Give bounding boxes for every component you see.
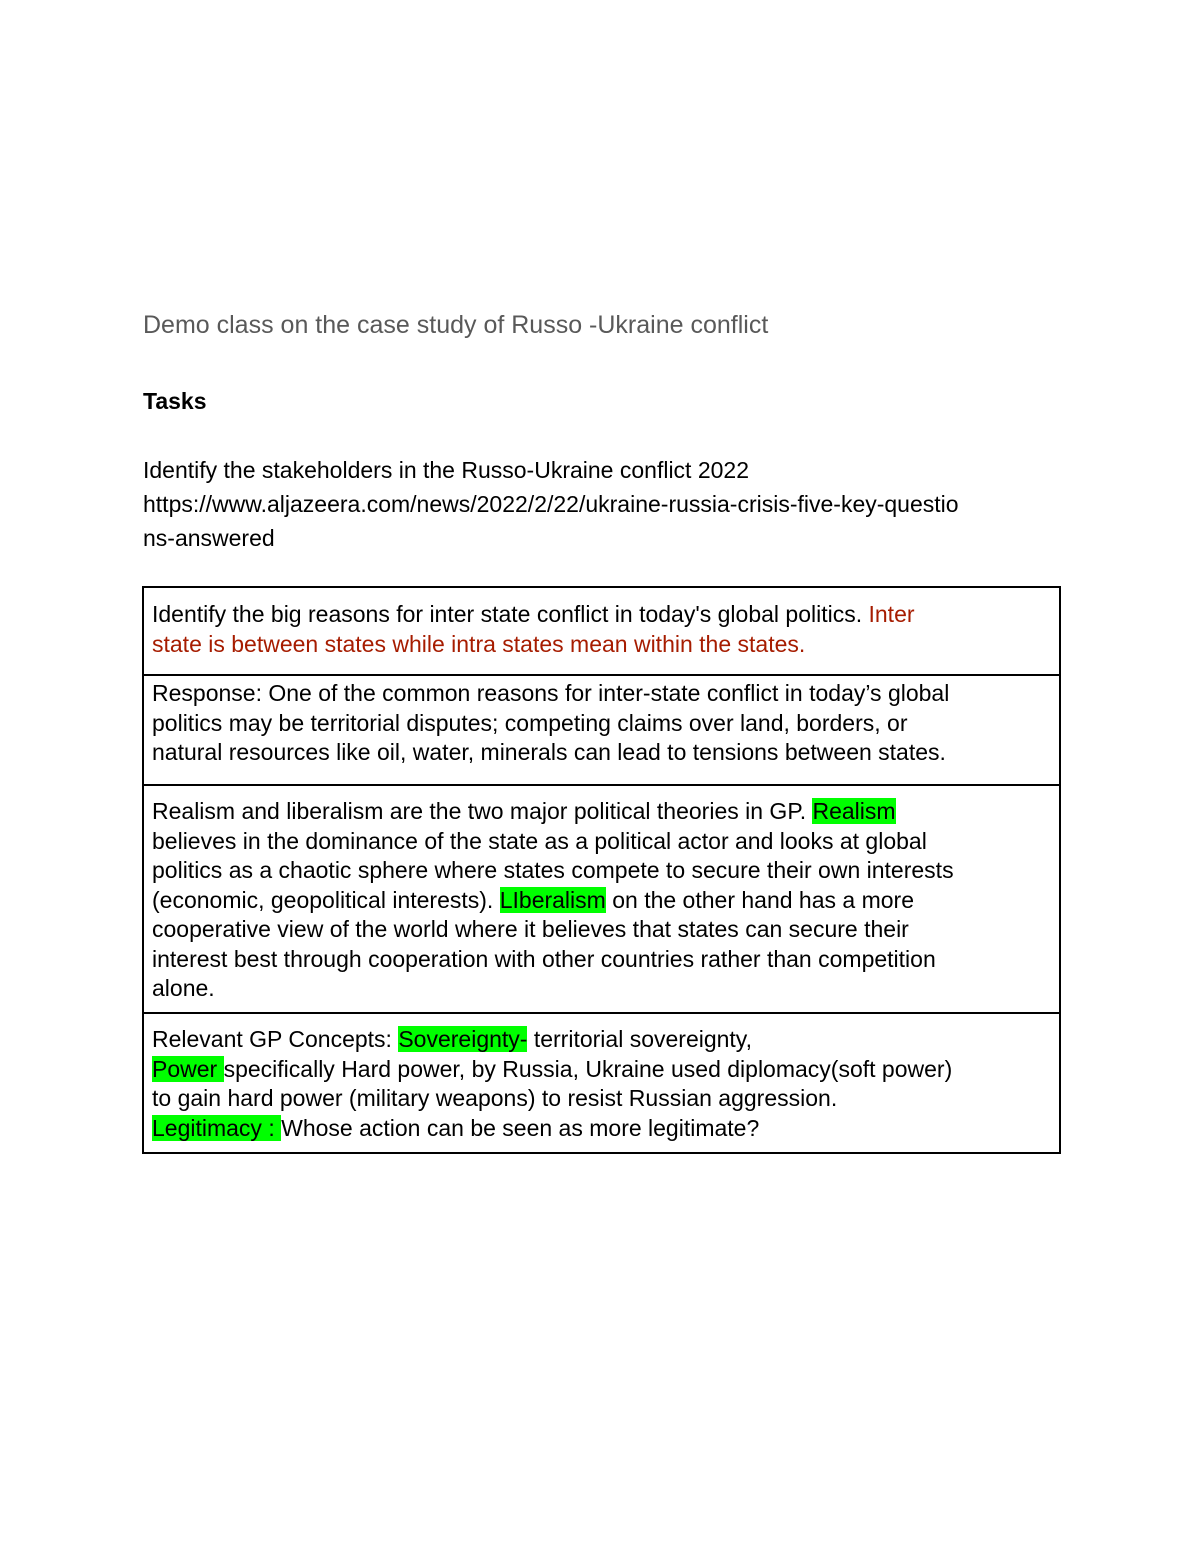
response-cell [143,675,1060,785]
tasks-heading: Tasks [143,388,207,414]
source-url-line-1[interactable]: https://www.aljazeera.com/news/2022/2/22/ukraine-russia-crisis-five-key-questio [143,491,959,517]
theory-line: cooperative view of the world where it believes that states can secure their [152,916,909,942]
theory-line: politics as a chaotic sphere where states compete to secure their own interests [152,857,954,883]
document-title: Demo class on the case study of Russo -Ukraine conflict [143,311,769,339]
table-row-concepts [143,1013,1060,1153]
question-text: Identify the big reasons for inter state conflict in today's global politics. [152,601,863,627]
concepts-cell [143,1013,1060,1153]
theory-line: on the other hand has a more [612,886,914,913]
response-line: Response: One of the common reasons for inter-state conflict in today’s global [152,680,950,706]
legitimacy-highlight: Legitimacy : [152,1114,282,1141]
question-cell [143,587,1060,675]
question-note-start: Inter [868,601,915,627]
table-row-question [143,587,1060,675]
theory-line: alone. [152,975,215,1001]
question-note-end: state is between states while intra states mean within the states. [152,630,806,657]
response-line: natural resources like oil, water, minerals can lead to tensions between states. [152,739,946,765]
response-line: politics may be territorial disputes; competing claims over land, borders, or [152,709,908,736]
concepts-text: to gain hard power (military weapons) to resist Russian aggression. [152,1085,838,1111]
table-row-response [143,675,1060,785]
concepts-text: territorial sovereignty, [527,1026,752,1052]
concepts-text: specifically Hard power, by Russia, Ukraine used diplomacy(soft power) [223,1055,953,1082]
task-table [142,586,1061,1154]
theory-line: (economic, geopolitical interests). [152,886,494,913]
source-url-line-2[interactable]: ns-answered [143,525,275,551]
sovereignty-highlight: Sovereignty- [398,1026,528,1052]
concepts-label: Relevant GP Concepts: [152,1026,392,1052]
theory-line: believes in the dominance of the state as a political actor and looks at global [152,827,927,854]
realism-highlight: Realism [812,798,896,824]
table-row-theory [143,785,1060,1013]
power-highlight: Power [152,1055,224,1082]
theory-line: interest best through cooperation with other countries rather than competition [152,945,936,972]
liberalism-highlight: LIberalism [499,886,606,913]
concepts-text: Whose action can be seen as more legitimate? [281,1114,760,1141]
task-line: Identify the stakeholders in the Russo-Ukraine conflict 2022 [143,457,749,483]
theory-cell [143,785,1060,1013]
theory-intro: Realism and liberalism are the two major political theories in GP. [152,798,807,824]
task-instructions [143,453,1063,555]
